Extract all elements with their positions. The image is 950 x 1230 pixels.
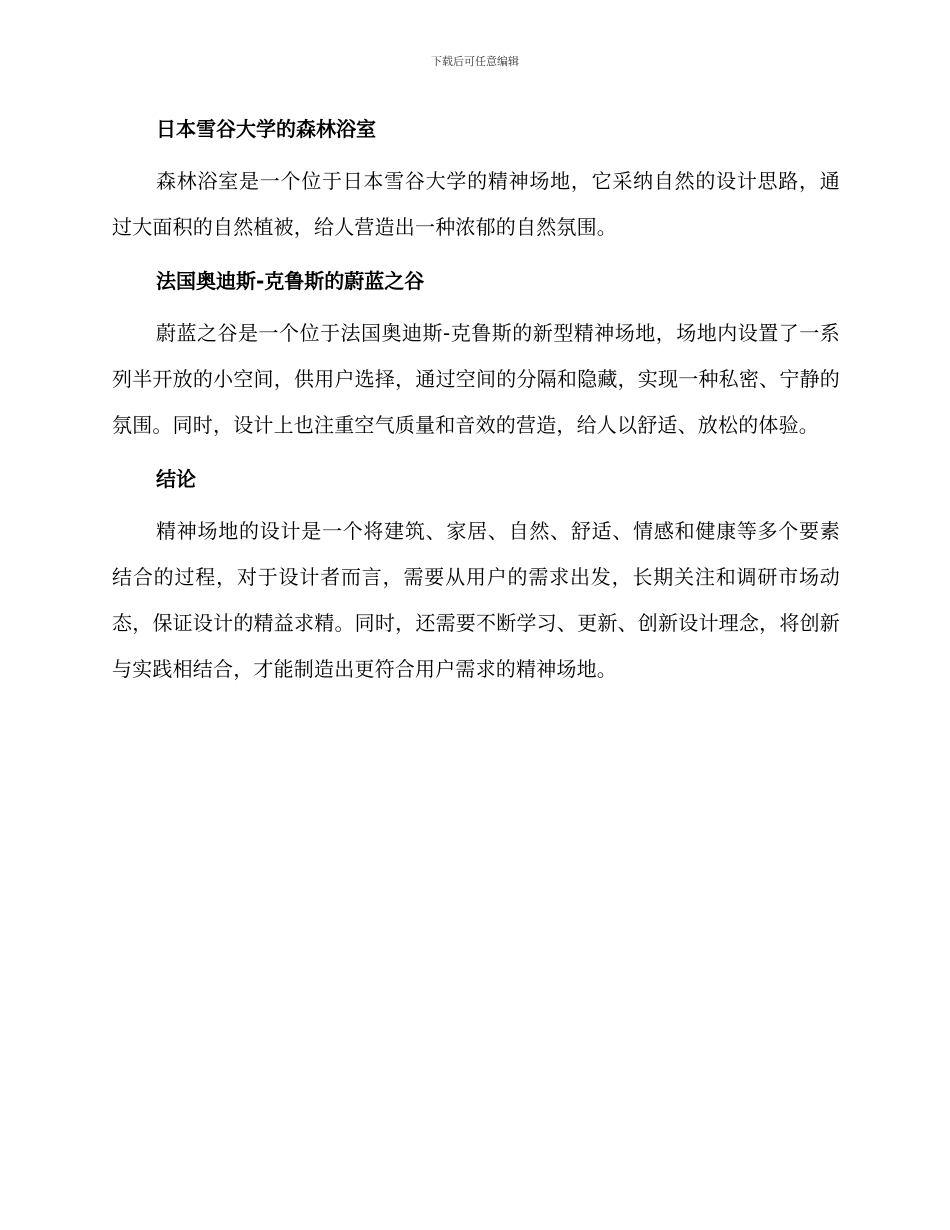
section-body-conclusion: 精神场地的设计是一个将建筑、家居、自然、舒适、情感和健康等多个要素结合的过程，对于设计者而言，需要从用户的需求出发，长期关注和调研市场动态，保证设计的精益求精。同时，还需要不断学习、更新、创新设计理念，将创新与实践相结合，才能制造出更符合用户需求的精神场地。 [112, 519, 840, 681]
section-title-snow-valley: 日本雪谷大学的森林浴室 [156, 117, 376, 141]
document-body [112, 114, 840, 708]
section-title-conclusion: 结论 [156, 467, 196, 491]
section-title-azure-valley: 法国奥迪斯-克鲁斯的蔚蓝之谷 [156, 269, 425, 293]
section-body-azure-valley: 蔚蓝之谷是一个位于法国奥迪斯-克鲁斯的新型精神场地，场地内设置了一系列半开放的小空间，供用户选择，通过空间的分隔和隐藏，实现一种私密、宁静的氛围。同时，设计上也注重空气质量和音效的营造，给人以舒适、放松的体验。 [112, 321, 840, 437]
page-header-note: 下载后可任意编辑 [431, 55, 519, 68]
section-body-snow-valley: 森林浴室是一个位于日本雪谷大学的精神场地，它采纳自然的设计思路，通过大面积的自然植被，给人营造出一种浓郁的自然氛围。 [112, 169, 840, 239]
